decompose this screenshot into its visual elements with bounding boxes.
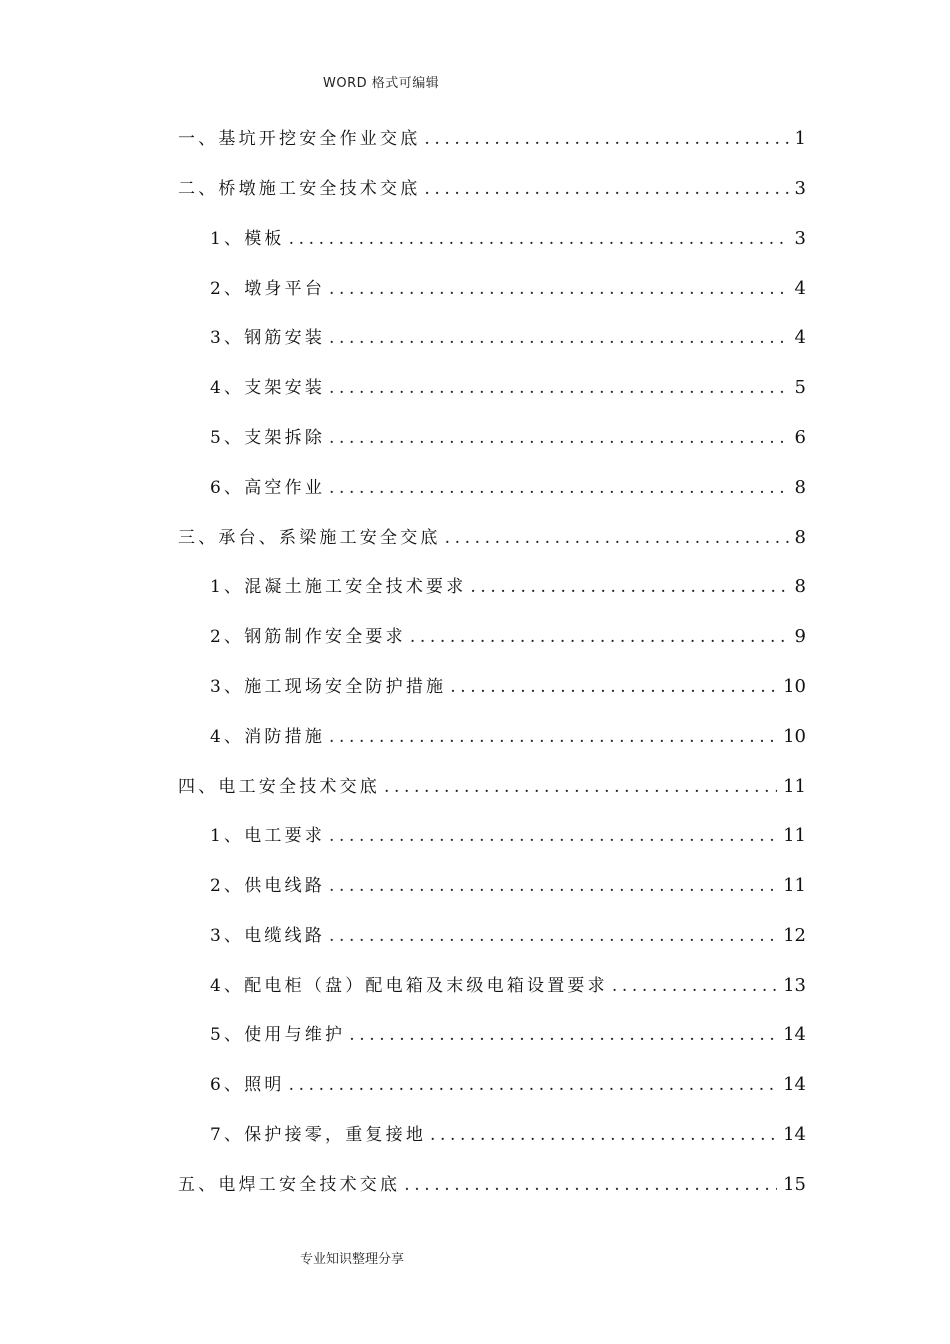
toc-entry-page: 1	[794, 128, 806, 149]
toc-entry-page: 8	[794, 477, 806, 498]
toc-entry-page: 15	[783, 1174, 806, 1195]
toc-entry-label: 一、基坑开挖安全作业交底	[178, 129, 421, 149]
dot-leader	[612, 974, 777, 998]
dot-leader	[329, 924, 777, 948]
toc-entry[interactable]	[210, 675, 806, 699]
toc-entry-label: 1、模板	[210, 229, 285, 249]
toc-entry-page: 12	[783, 925, 806, 946]
toc-entry[interactable]	[178, 177, 806, 201]
page-header: WORD 格式可编辑	[323, 76, 440, 91]
toc-entry-label: 7、保护接零，重复接地	[210, 1125, 427, 1145]
dot-leader	[329, 326, 789, 350]
dot-leader	[329, 476, 789, 500]
toc-entry-page: 13	[783, 975, 806, 996]
dot-leader	[450, 675, 777, 699]
toc-entry-page: 6	[794, 427, 806, 448]
toc-entry[interactable]	[210, 326, 806, 350]
toc-entry[interactable]	[210, 1073, 806, 1097]
toc-entry-label: 五、电焊工安全技术交底	[178, 1175, 401, 1195]
toc-entry-page: 3	[794, 228, 806, 249]
toc-entry-page: 8	[794, 576, 806, 597]
toc-entry-page: 14	[783, 1074, 806, 1095]
toc-entry[interactable]	[210, 476, 806, 500]
toc-entry-label: 6、照明	[210, 1075, 285, 1095]
toc-entry[interactable]	[210, 924, 806, 948]
dot-leader	[470, 575, 788, 599]
dot-leader	[329, 725, 777, 749]
toc-entry-label: 二、桥墩施工安全技术交底	[178, 179, 421, 199]
toc-entry[interactable]	[210, 277, 806, 301]
toc-entry-label: 2、供电线路	[210, 876, 326, 896]
toc-entry[interactable]	[210, 1023, 806, 1047]
toc-entry-label: 3、钢筋安装	[210, 328, 326, 348]
toc-entry-page: 10	[783, 726, 806, 747]
toc-entry-page: 11	[783, 825, 806, 846]
dot-leader	[329, 874, 777, 898]
toc-entry-label: 2、钢筋制作安全要求	[210, 627, 406, 647]
dot-leader	[329, 426, 789, 450]
toc-entry-page: 14	[783, 1124, 806, 1145]
toc-entry[interactable]	[178, 127, 806, 151]
dot-leader	[404, 1173, 777, 1197]
toc-entry-label: 1、混凝土施工安全技术要求	[210, 577, 467, 597]
toc-entry-label: 4、配电柜（盘）配电箱及末级电箱设置要求	[210, 976, 608, 996]
page-footer: 专业知识整理分享	[300, 1252, 405, 1267]
toc-entry-label: 三、承台、系梁施工安全交底	[178, 528, 441, 548]
toc-entry-label: 1、电工要求	[210, 826, 326, 846]
dot-leader	[329, 376, 789, 400]
dot-leader	[329, 277, 789, 301]
toc-entry-page: 5	[794, 377, 806, 398]
toc-entry[interactable]	[210, 874, 806, 898]
toc-entry-page: 11	[783, 776, 806, 797]
dot-leader	[384, 775, 777, 799]
toc-entry-label: 5、支架拆除	[210, 428, 326, 448]
toc-entry-label: 3、施工现场安全防护措施	[210, 677, 447, 697]
toc-entry-page: 10	[783, 676, 806, 697]
dot-leader	[289, 1073, 777, 1097]
toc-entry-label: 6、高空作业	[210, 478, 326, 498]
toc-entry[interactable]	[210, 625, 806, 649]
toc-entry-page: 4	[794, 327, 806, 348]
dot-leader	[445, 526, 789, 550]
dot-leader	[424, 127, 788, 151]
dot-leader	[349, 1023, 777, 1047]
toc-entry[interactable]	[210, 575, 806, 599]
toc-entry[interactable]	[178, 1173, 806, 1197]
toc-entry[interactable]	[210, 725, 806, 749]
toc-entry[interactable]	[210, 974, 806, 998]
toc-entry-label: 4、消防措施	[210, 727, 326, 747]
dot-leader	[289, 227, 789, 251]
dot-leader	[424, 177, 788, 201]
toc-entry-page: 3	[794, 178, 806, 199]
toc-entry[interactable]	[210, 376, 806, 400]
toc-entry[interactable]	[178, 775, 806, 799]
toc-entry-label: 4、支架安装	[210, 378, 326, 398]
toc-entry-page: 8	[794, 527, 806, 548]
toc-entry[interactable]	[210, 426, 806, 450]
toc-entry-label: 2、墩身平台	[210, 279, 326, 299]
toc-entry-page: 9	[794, 626, 806, 647]
toc-entry[interactable]	[178, 526, 806, 550]
toc-entry-page: 4	[794, 278, 806, 299]
toc-entry[interactable]	[210, 227, 806, 251]
dot-leader	[329, 824, 777, 848]
dot-leader	[410, 625, 789, 649]
toc-entry-label: 3、电缆线路	[210, 926, 326, 946]
toc-entry-label: 5、使用与维护	[210, 1025, 346, 1045]
toc-entry[interactable]	[210, 824, 806, 848]
toc-entry-label: 四、电工安全技术交底	[178, 777, 380, 797]
toc-entry[interactable]	[210, 1123, 806, 1147]
toc-entry-page: 11	[783, 875, 806, 896]
dot-leader	[430, 1123, 777, 1147]
toc-entry-page: 14	[783, 1024, 806, 1045]
